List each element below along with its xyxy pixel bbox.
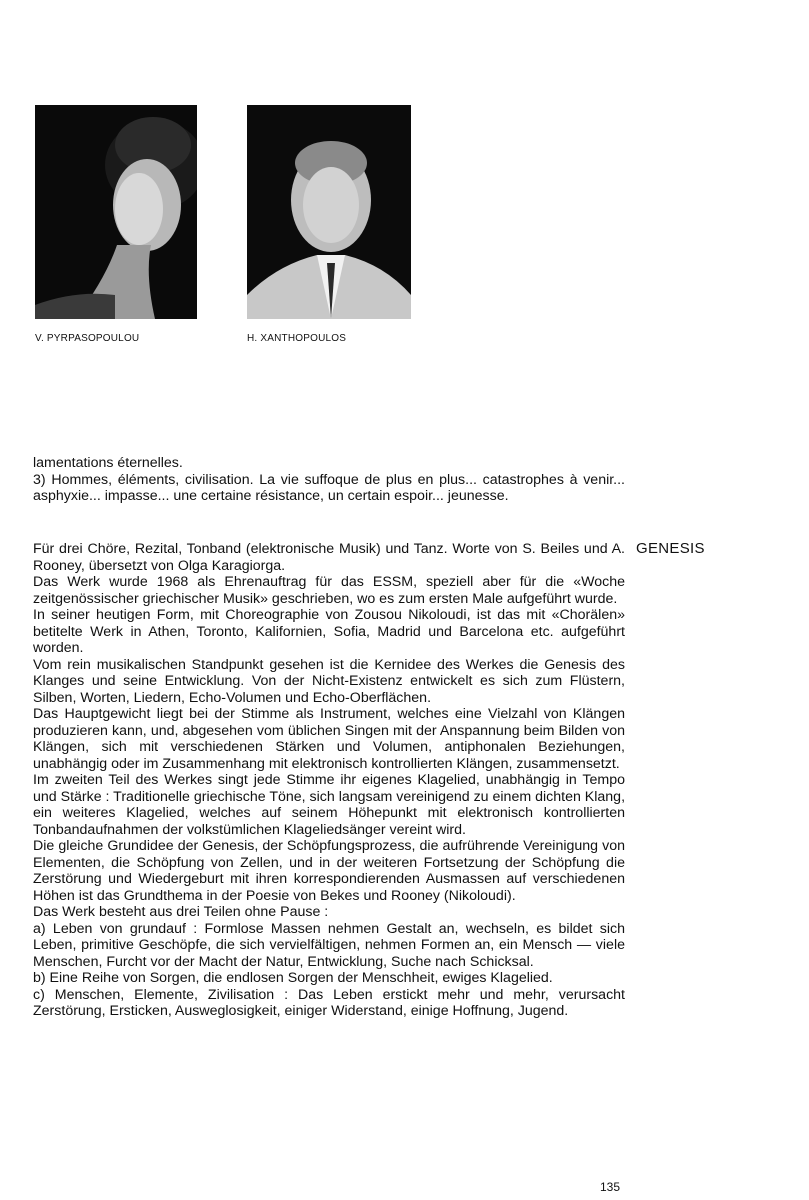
german-paragraph: Das Hauptgewicht liegt bei der Stimme als Instrument, welches eine Vielzahl von Klängen produzieren kann, und, abgesehen vom üblichen Singen mit der Anspannung beim Bilden von Klängen, sich mit verschiedenen Stärken und Volumen, antiphonalen Beziehungen, unabhängig oder im Zusammenhang mit elektronisch kontrollierten Klängen, zusammensetzt.: [33, 706, 625, 772]
german-paragraph: Vom rein musikalischen Standpunkt gesehen ist die Kernidee des Werkes die Genesis des Klanges und seine Entwicklung. Von der Nicht-Existenz entwickelt es sich zum Flüstern, Silben, Worten, Liedern, Echo-Volumen und Echo-Oberflächen.: [33, 656, 625, 706]
page-number: 135: [600, 1180, 621, 1194]
portrait-photo-xanthopoulos: [247, 105, 411, 319]
french-paragraph: 3) Hommes, éléments, civilisation. La vie suffoque de plus en plus... catastrophes à venir... asphyxie... impasse... une certaine résistance, un certain espoir... jeunesse.: [33, 471, 625, 504]
portrait-photo-pyrpasopoulou: [35, 105, 197, 319]
french-text-block: [33, 455, 625, 505]
portrait-woman-image: [35, 105, 197, 319]
german-paragraph: Im zweiten Teil des Werkes singt jede Stimme ihr eigenes Klagelied, unabhängig in Tempo und Stärke : Traditionelle griechische Töne, sich langsam vereinigend zu einem dichten Klang, ein weiteres Klagelied, welches auf seinem Höhepunkt mit elektronisch kontrollierten Tonbandaufnahmen der volkstümlichen Klageliedsänger vereint wird.: [33, 772, 626, 838]
german-paragraph: c) Menschen, Elemente, Zivilisation : Das Leben erstickt mehr und mehr, verursacht Zerstörung, Ersticken, Ausweglosigkeit, einiger Widerstand, einige Hoffnung, Jugend.: [33, 986, 625, 1019]
portrait-man-image: [247, 105, 411, 319]
german-text-block: [33, 541, 625, 1020]
photo-caption-pyrpasopoulou: V. PYRPASOPOULOU: [35, 333, 140, 344]
german-paragraph: Die gleiche Grundidee der Genesis, der Schöpfungsprozess, die aufrührende Vereinigung von Elementen, die Schöpfung von Zellen, und in der weiteren Fortsetzung der Schöpfung die Zerstörung und Wiedergeburt mit ihren korrespondierenden Ausmassen auf verschiedenen Höhen ist das Grundthema in der Poesie von Bekes und Rooney (Nikoloudi).: [33, 838, 625, 904]
german-paragraph: a) Leben von grundauf : Formlose Massen nehmen Gestalt an, wechseln, es bildet sich Leben, primitive Geschöpfe, die sich vervielfältigen, nehmen Formen an, ein Mensch — viele Menschen, Furcht vor der Macht der Natur, Entwicklung, Suche nach Schicksal.: [33, 920, 625, 970]
german-paragraph: b) Eine Reihe von Sorgen, die endlosen Sorgen der Menschheit, ewiges Klagelied.: [33, 970, 553, 986]
german-paragraph: Das Werk wurde 1968 als Ehrenauftrag für das ESSM, speziell aber für die «Woche zeitgenössischer griechischer Musik» geschrieben, wo es zum ersten Male aufgeführt wurde.: [33, 574, 625, 607]
section-heading-genesis: GENESIS: [636, 540, 705, 557]
french-paragraph: lamentations éternelles.: [33, 455, 183, 471]
german-paragraph: In seiner heutigen Form, mit Choreographie von Zousou Nikoloudi, ist das mit «Chorälen» betitelte Werk in Athen, Toronto, Kalifornien, Sofia, Madrid und Barcelona etc. aufgeführt worden.: [33, 607, 625, 656]
photo-caption-xanthopoulos: H. XANTHOPOULOS: [247, 333, 347, 344]
german-paragraph: Für drei Chöre, Rezital, Tonband (elektronische Musik) und Tanz. Worte von S. Beiles und A. Rooney, übersetzt von Olga Karagiorga.: [33, 541, 625, 574]
german-paragraph: Das Werk besteht aus drei Teilen ohne Pause :: [33, 904, 329, 920]
